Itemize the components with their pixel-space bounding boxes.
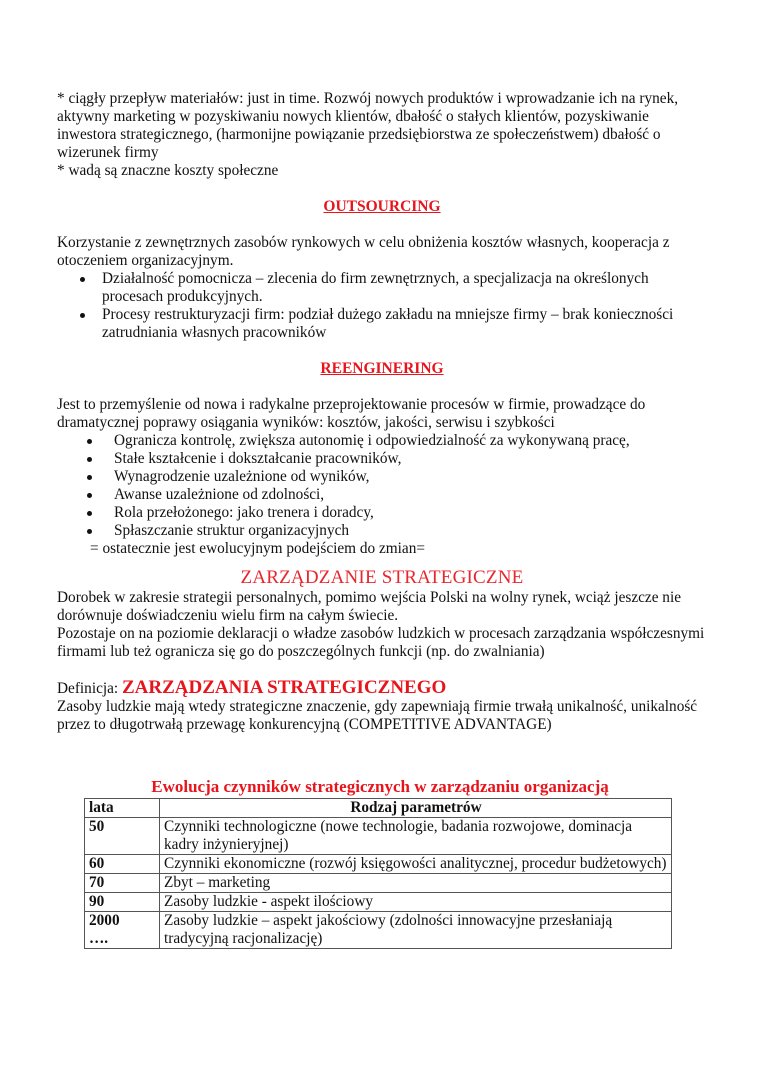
- column-header-parameters: Rodzaj parametrów: [160, 799, 672, 818]
- definition-term: ZARZĄDZANIA STRATEGICZNEGO: [121, 677, 447, 698]
- definition-label: Definicja:: [57, 680, 122, 697]
- parameter-cell: Zbyt – marketing: [160, 874, 672, 893]
- evolution-table: [84, 798, 672, 949]
- outsourcing-description: Korzystanie z zewnętrznych zasobów rynkowych w celu obniżenia kosztów własnych, kooperacja z otoczeniem organizacyjnym.: [57, 234, 670, 269]
- document-page: [57, 90, 707, 734]
- bullet-icon: [87, 511, 92, 516]
- outsourcing-bullet-list: [57, 270, 707, 342]
- strategic-management-heading: ZARZĄDZANIE STRATEGICZNE: [240, 567, 524, 588]
- list-item: Wynagrodzenie uzależnione od wyników,: [57, 468, 707, 486]
- table-row: [85, 893, 672, 912]
- parameter-cell: Czynniki ekonomiczne (rozwój księgowości analitycznej, procedur budżetowych): [160, 855, 672, 874]
- reengineering-heading: REENGINERING: [320, 360, 444, 377]
- strategic-paragraph-2: Pozostaje on na poziomie deklaracji o władze zasobów ludzkich w procesach zarządzania współczesnymi firmami lub też ogranicza się go do poszczególnych funkcji (np. do zwalniania): [57, 625, 705, 660]
- outsourcing-heading: OUTSOURCING: [323, 198, 441, 215]
- strategic-paragraph-1: Dorobek w zakresie strategii personalnych, pomimo wejścia Polski na wolny rynek, wciąż jeszcze nie dorównuje doświadczeniu wielu firm na całym świecie.: [57, 589, 681, 624]
- bullet-icon: [87, 493, 92, 498]
- list-item: Spłaszczanie struktur organizacyjnych: [57, 522, 707, 540]
- reengineering-conclusion: = ostatecznie jest ewolucyjnym podejściem do zmian=: [90, 540, 425, 557]
- definition-text: Zasoby ludzkie mają wtedy strategiczne znaczenie, gdy zapewniają firmie trwałą unikalność, unikalność przez to długotrwałą przewagę konkurencyjną (COMPETITIVE ADVANTAGE): [57, 698, 698, 733]
- parameter-cell: Zasoby ludzkie – aspekt jakościowy (zdolności innowacyjne przesłaniają tradycyjną racjonalizację): [160, 912, 672, 949]
- list-item: Stałe kształcenie i dokształcanie pracowników,: [57, 450, 707, 468]
- table-row: [85, 855, 672, 874]
- parameter-cell: Czynniki technologiczne (nowe technologie, badania rozwojowe, dominacja kadry inżynieryjnej): [160, 818, 672, 855]
- table-row: [85, 874, 672, 893]
- reengineering-bullet-list: [57, 432, 707, 540]
- bullet-icon: [80, 313, 85, 318]
- bullet-icon: [87, 457, 92, 462]
- table-row: [85, 818, 672, 855]
- intro-drawback: * wadą są znaczne koszty społeczne: [57, 162, 279, 179]
- bullet-icon: [87, 439, 92, 444]
- parameter-cell: Zasoby ludzkie - aspekt ilościowy: [160, 893, 672, 912]
- table-title: Ewolucja czynników strategicznych w zarządzaniu organizacją: [151, 777, 609, 796]
- year-cell: 50: [85, 818, 160, 855]
- list-item: Ogranicza kontrolę, zwiększa autonomię i odpowiedzialność za wykonywaną pracę,: [57, 432, 707, 450]
- year-cell: 60: [85, 855, 160, 874]
- bullet-icon: [87, 475, 92, 480]
- year-cell: 90: [85, 893, 160, 912]
- year-cell: 2000 ….: [85, 912, 160, 949]
- bullet-icon: [87, 529, 92, 534]
- bullet-icon: [80, 277, 85, 282]
- list-item: Działalność pomocnicza – zlecenia do firm zewnętrznych, a specjalizacja na określonych procesach produkcyjnych.: [57, 270, 707, 306]
- year-cell: 70: [85, 874, 160, 893]
- list-item: Procesy restrukturyzacji firm: podział dużego zakładu na mniejsze firmy – brak konieczności zatrudniania własnych pracowników: [57, 306, 707, 342]
- definition-line: [57, 679, 707, 698]
- list-item: Awanse uzależnione od zdolności,: [57, 486, 707, 504]
- table-header-row: [85, 799, 672, 818]
- table-row: [85, 912, 672, 949]
- column-header-years: lata: [85, 799, 160, 818]
- list-item: Rola przełożonego: jako trenera i doradcy,: [57, 504, 707, 522]
- reengineering-description: Jest to przemyślenie od nowa i radykalne przeprojektowanie procesów w firmie, prowadzące do dramatycznej poprawy osiągania wyników: kosztów, jakości, serwisu i szybkości: [57, 396, 646, 431]
- intro-paragraph: * ciągły przepływ materiałów: just in time. Rozwój nowych produktów i wprowadzanie ich na rynek, aktywny marketing w pozyskiwaniu nowych klientów, dbałość o stałych klientów, pozyskiwanie inwestora strategicznego, (harmonijne powiązanie przedsiębiorstwa ze społeczeństwem) dbałość o wizerunek firmy: [57, 90, 679, 161]
